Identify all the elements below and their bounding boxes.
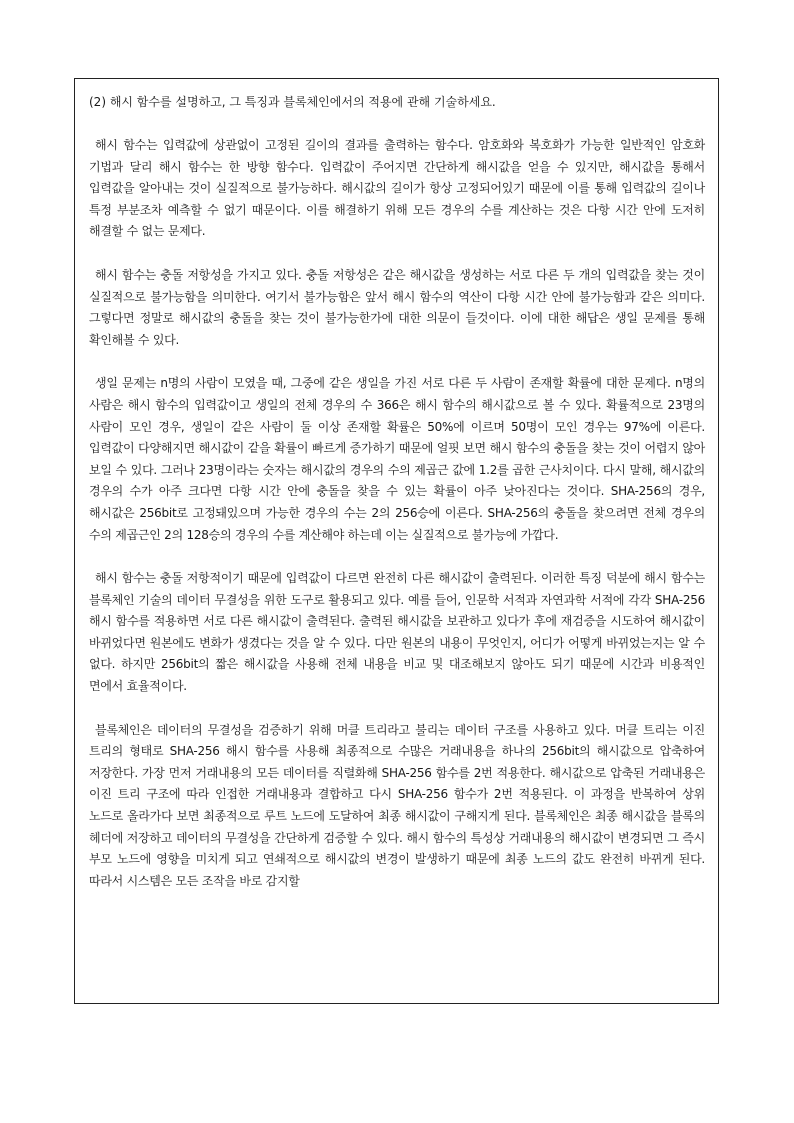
paragraph-birthday-problem: 생일 문제는 n명의 사람이 모였을 때, 그중에 같은 생일을 가진 서로 다른 두 사람이 존재할 확률에 대한 문제다. n명의 사람은 해시 함수의 입력값이고 생일의 전체 경우의 수 366은 해시 함수의 해시값으로 볼 수 있다. 확률적으로 23명의 사람이 모인 경우, 생일이 같은 사람이 둘 이상 존재할 확률은 50%에 이르며 50명이 모인 경우는 97%에 이른다. 입력값이 다양해지면 해시값이 같을 확률이 빠르게 증가하기 때문에 얼핏 보면 해시 함수의 충돌을 찾는 것이 어렵지 않아 보일 수 있다. 그러나 23명이라는 숫자는 해시값의 경우의 수의 제곱근 값에 1.2를 곱한 근사치이다. 다시 말해, 해시값의 경우의 수가 아주 크다면 다항 시간 안에 충돌을 찾을 수 있는 확률이 아주 낮아진다는 것이다. SHA-256의 경우, 해시값은 256bit로 고정돼있으며 가능한 경우의 수는 2의 256승에 이른다. SHA-256의 충돌을 찾으려면 전체 경우의 수의 제곱근인 2의 128승의 경우의 수를 계산해야 하는데 이는 실질적으로 불가능에 가깝다. (89, 376, 705, 542)
paragraph-collision-resistance: 해시 함수는 충돌 저항성을 가지고 있다. 충돌 저항성은 같은 해시값을 생성하는 서로 다른 두 개의 입력값을 찾는 것이 실질적으로 불가능함을 의미한다. 여기서 불가능함은 앞서 해시 함수의 역산이 다항 시간 안에 불가능함과 같은 의미다. 그렇다면 정말로 해시값의 충돌을 찾는 것이 불가능한가에 대한 의문이 들것이다. 이에 대한 해답은 생일 문제를 통해 확인해볼 수 있다. (89, 267, 705, 347)
paragraph-data-integrity: 해시 함수는 충돌 저항적이기 때문에 입력값이 다르면 완전히 다른 해시값이 출력된다. 이러한 특징 덕분에 해시 함수는 블록체인 기술의 데이터 무결성을 위한 도구로 활용되고 있다. 예를 들어, 인문학 서적과 자연과학 서적에 각각 SHA-256 해시 함수를 적용하면 서로 다른 해시값이 출력된다. 출력된 해시값을 보관하고 있다가 후에 재검증을 시도하여 해시값이 바뀌었다면 원본에도 변화가 생겼다는 것을 알 수 있다. 다만 원본의 내용이 무엇인지, 어디가 어떻게 바뀌었는지는 알 수 없다. 하지만 256bit의 짧은 해시값을 사용해 전체 내용을 비교 및 대조해보지 않아도 되기 때문에 시간과 비용적인 면에서 효율적이다. (89, 571, 705, 694)
answer-box (74, 78, 719, 1004)
question-text: (2) 해시 함수를 설명하고, 그 특징과 블록체인에서의 적용에 관해 기술하세요. (89, 95, 496, 109)
paragraph-hash-definition: 해시 함수는 입력값에 상관없이 고정된 길이의 결과를 출력하는 함수다. 암호화와 복호화가 가능한 일반적인 암호화 기법과 달리 해시 함수는 한 방향 함수다. 입력값이 주어지면 간단하게 해시값을 얻을 수 있지만, 해시값을 통해서 입력값을 알아내는 것이 실질적으로 불가능하다. 해시값의 길이가 항상 고정되어있기 때문에 이를 통해 입력값의 길이나 특정 부분조차 예측할 수 없기 때문이다. 이를 해결하기 위해 모든 경우의 수를 계산하는 것은 다항 시간 안에 도저히 해결할 수 없는 문제다. (89, 138, 705, 239)
paragraph-merkle-tree: 블록체인은 데이터의 무결성을 검증하기 위해 머클 트리라고 불리는 데이터 구조를 사용하고 있다. 머클 트리는 이진 트리의 형태로 SHA-256 해시 함수를 사용해 최종적으로 수많은 거래내용을 하나의 256bit의 해시값으로 압축하여 저장한다. 가장 먼저 거래내용의 모든 데이터를 직렬화해 SHA-256 함수를 2번 적용한다. 해시값으로 압축된 거래내용은 이진 트리 구조에 따라 인접한 거래내용과 결합하고 다시 SHA-256 함수가 2번 적용된다. 이 과정을 반복하여 상위 노드로 올라가다 보면 최종적으로 루트 노드에 도달하여 최종 해시값이 구해지게 된다. 블록체인은 최종 해시값을 블록의 헤더에 저장하고 데이터의 무결성을 간단하게 검증할 수 있다. 해시 함수의 특성상 거래내용의 해시값이 변경되면 그 즉시 부모 노드에 영향을 미치게 되고 연쇄적으로 해시값의 변경이 발생하기 때문에 최종 노드의 값도 완전히 바뀌게 된다. 따라서 시스템은 모든 조작을 바로 감지할 (89, 722, 705, 888)
